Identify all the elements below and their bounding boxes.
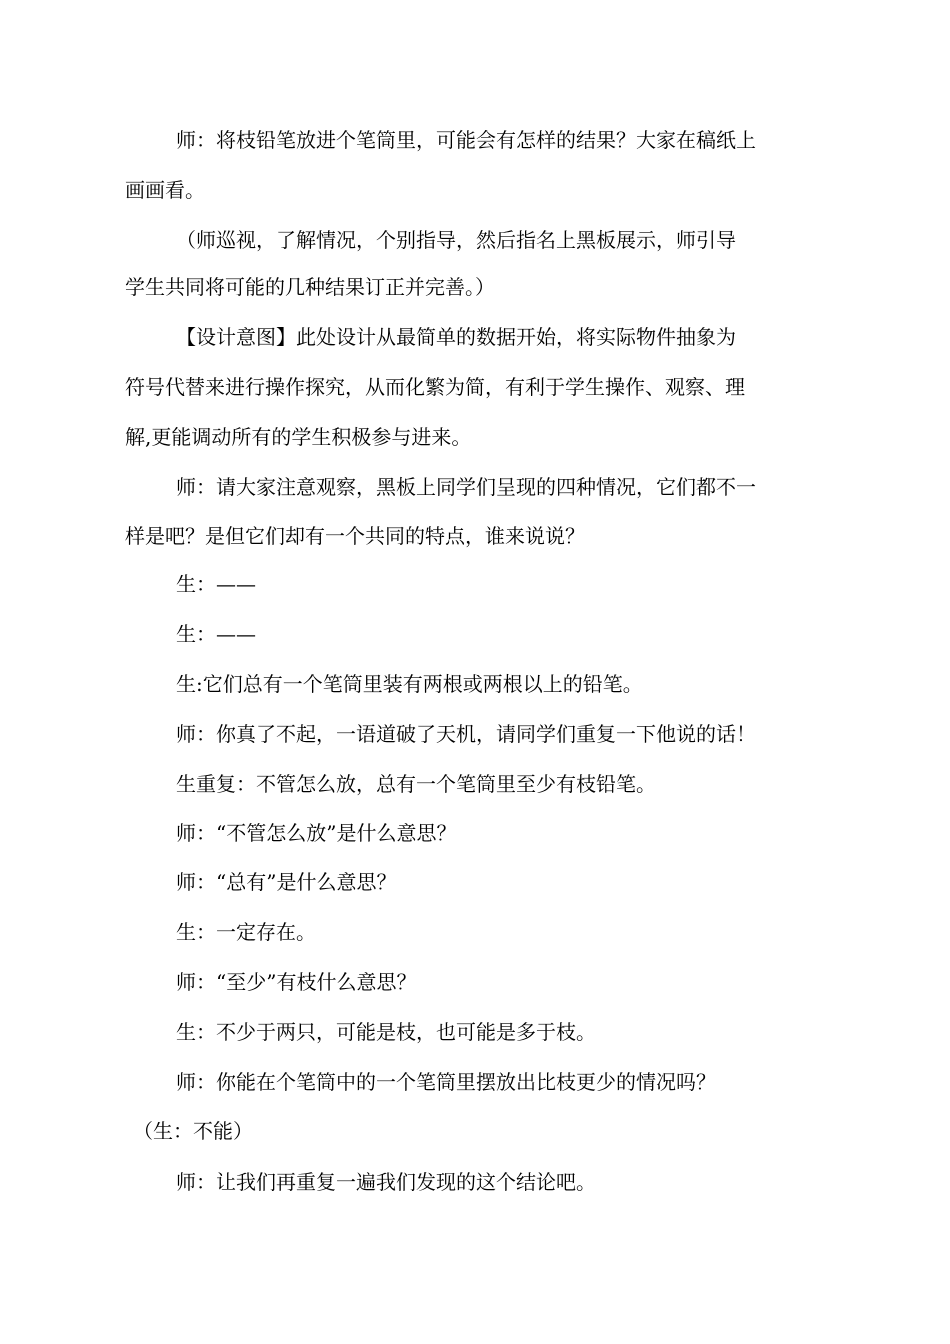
- text-line: 解,更能调动所有的学生积极参与进来。: [125, 425, 472, 449]
- text-line: （师巡视，了解情况，个别指导，然后指名上黑板展示，师引导: [176, 228, 736, 252]
- text-line: 师：“至少”有枝什么意思？: [176, 970, 417, 994]
- text-line: 师：让我们再重复一遍我们发现的这个结论吧。: [176, 1170, 596, 1194]
- text-line: 师：“不管怎么放”是什么意思？: [176, 821, 457, 845]
- text-line: 生：不少于两只，可能是枝，也可能是多于枝。: [176, 1020, 596, 1044]
- design-intent-line: 【设计意图】此处设计从最简单的数据开始，将实际物件抽象为: [176, 325, 736, 349]
- text-line: 师：将枝铅笔放进个笔筒里，可能会有怎样的结果？大家在稿纸上: [176, 128, 756, 152]
- text-line: 学生共同将可能的几种结果订正并完善。）: [125, 275, 495, 299]
- text-line: 师：请大家注意观察，黑板上同学们呈现的四种情况，它们都不一: [176, 475, 756, 499]
- text-line: 生:它们总有一个笔筒里装有两根或两根以上的铅笔。: [176, 672, 643, 696]
- text-line: 符号代替来进行操作探究，从而化繁为简，有利于学生操作、观察、理: [125, 375, 745, 399]
- text-line: （生：不能）: [133, 1119, 253, 1143]
- text-line: 生重复：不管怎么放，总有一个笔筒里至少有枝铅笔。: [176, 772, 656, 796]
- text-line: 生：——: [176, 622, 256, 646]
- text-line: 画画看。: [125, 178, 205, 202]
- text-line: 师：“总有”是什么意思？: [176, 870, 397, 894]
- text-line: 生：一定存在。: [176, 920, 316, 944]
- text-line: 样是吧？是但它们却有一个共同的特点，谁来说说？: [125, 524, 585, 548]
- text-line: 师：你能在个笔筒中的一个笔筒里摆放出比枝更少的情况吗？: [176, 1070, 716, 1094]
- text-line: 生：——: [176, 572, 256, 596]
- text-line: 师：你真了不起，一语道破了天机，请同学们重复一下他说的话！: [176, 722, 756, 746]
